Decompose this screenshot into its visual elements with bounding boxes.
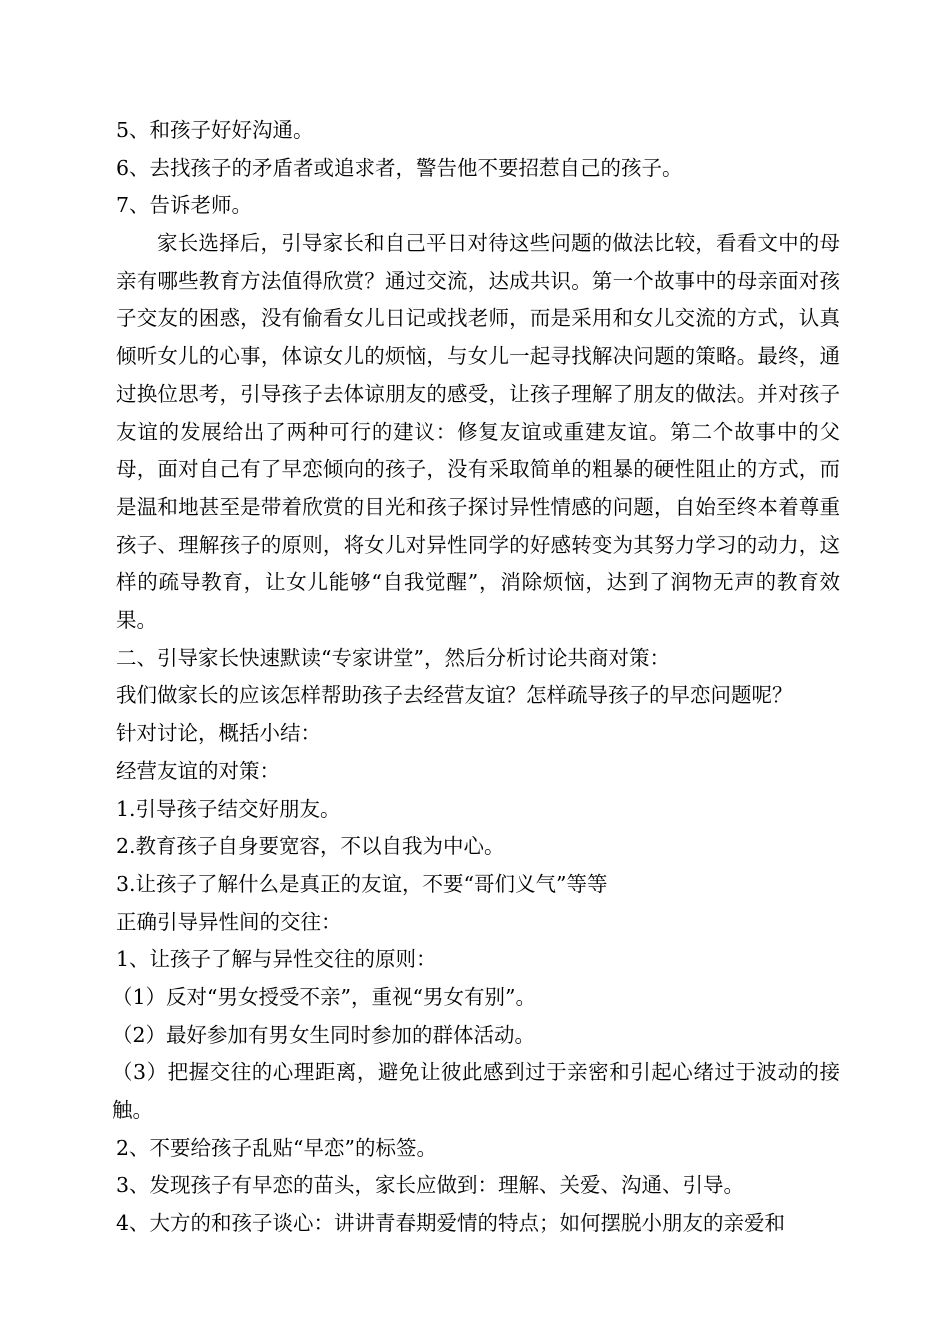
- guiding-question: 我们做家长的应该怎样帮助孩子去经营友谊？怎样疏导孩子的早恋问题呢？: [116, 683, 793, 708]
- discussion-paragraph: 家长选择后，引导家长和自己平日对待这些问题的做法比较，看看文中的母亲有哪些教育方法值得欣赏？通过交流，达成共识。第一个故事中的母亲面对孩子交友的困惑，没有偷看女儿日记或找老师，而是采用和女儿交流的方式，认真倾听女儿的心事，体谅女儿的烦恼，与女儿一起寻找解决问题的策略。最终，通过换位思考，引导孩子去体谅朋友的感受，让孩子理解了朋友的做法。并对孩子友谊的发展给出了两种可行的建议：修复友谊或重建友谊。第二个故事中的父母，面对自己有了早恋倾向的孩子，没有采取简单的粗暴的硬性阻止的方式，而是温和地甚至是带着欣赏的目光和孩子探讨异性情感的问题，自始至终本着尊重孩子、理解孩子的原则，将女儿对异性同学的好感转变为其努力学习的动力，这样的疏导教育，让女儿能够“自我觉醒”，消除烦恼，达到了润物无声的教育效果。: [116, 231, 840, 633]
- summary-label: 针对讨论，概括小结：: [116, 721, 321, 746]
- opposite-sex-guidance-title: 正确引导异性间的交往：: [116, 909, 342, 934]
- document-page: [112, 112, 840, 1243]
- principles-title: 1、让孩子了解与异性交往的原则：: [116, 947, 437, 972]
- principle-item: （2）最好参加有男女生同时参加的群体活动。: [112, 1022, 536, 1047]
- principle-item: （1）反对“男女授受不亲”，重视“男女有别”。: [112, 985, 536, 1009]
- friendship-strategy-title: 经营友谊的对策：: [116, 758, 280, 783]
- friendship-item: 3.让孩子了解什么是真正的友谊，不要“哥们义气”等等: [116, 871, 608, 896]
- guidance-item: 4、大方的和孩子谈心：讲讲青春期爱情的特点；如何摆脱小朋友的亲爱和: [116, 1211, 786, 1236]
- guidance-item: 2、不要给孩子乱贴“早恋”的标签。: [116, 1135, 438, 1160]
- friendship-item: 2.教育孩子自身要宽容，不以自我为中心。: [116, 834, 505, 859]
- principle-item: （3）把握交往的心理距离，避免让彼此感到过于亲密和引起心绪过于波动的接触。: [112, 1060, 840, 1123]
- list-item-6: 6、去找孩子的矛盾者或追求者，警告他不要招惹自己的孩子。: [116, 155, 683, 180]
- section-heading: 二、引导家长快速默读“专家讲堂”，然后分析讨论共商对策：: [116, 645, 670, 670]
- list-item-5: 5、和孩子好好沟通。: [116, 118, 314, 142]
- guidance-item: 3、发现孩子有早恋的苗头，家长应做到：理解、关爱、沟通、引导。: [116, 1173, 745, 1198]
- friendship-item: 1.引导孩子结交好朋友。: [116, 796, 341, 821]
- list-item-7: 7、告诉老师。: [116, 193, 253, 218]
